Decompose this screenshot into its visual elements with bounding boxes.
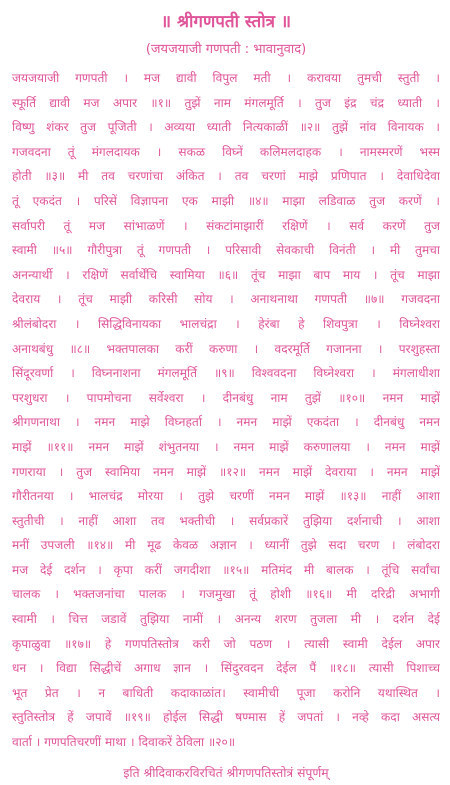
verse-line: विष्णु शंकर तुज पूजिती । अव्यया ध्याती नित्यकाळीं ॥२॥ तुझें नांव विनायक । bbox=[12, 120, 440, 135]
verse-line: देवराय । तूंच माझी करिसी सोय । अनाथनाथा गणपती ॥७॥ गजवदना bbox=[12, 292, 440, 307]
verse-line: तूं एकदंत । परिसें विज्ञापना एक माझी ॥४॥ माझा लडिवाळ तुज करणें । bbox=[12, 193, 440, 208]
verse-line: चालक । भक्तजनांचा पालक । गजमुखा तूं होशी ॥१६॥ मी दरिद्री अभागी bbox=[12, 587, 440, 602]
verse-line: जयजयाजी गणपती । मज द्यावी विपुल मती । करावया तुमची स्तुती । bbox=[12, 71, 440, 85]
verse-line: स्वामी । चित्त जडावें तुझिया नामीं । अनन्य शरण तुजला मी । दर्शन देई bbox=[12, 612, 440, 627]
verse-line: धन । विद्या सिद्धीचें अगाध ज्ञान । सिंदुरवदन देईल पैं ॥१८॥ त्यासी पिशाच्च bbox=[12, 661, 440, 676]
verse-line: स्वामी ॥५॥ गौरीपुत्रा तूं गणपती । परिसावी सेवकाची विनंती । मी तुमचा bbox=[12, 243, 440, 258]
verse-line: होती ॥३॥ मी तव चरणांचा अंकित । तव चरणां माझे प्रणिपात । देवाधिदेवा bbox=[12, 169, 440, 184]
verse-line: माझें ॥११॥ नमन माझें शंभुतनया । नमन माझें करुणालया । नमन माझें bbox=[12, 439, 440, 454]
verse-line: परशुधरा । पापमोचना सर्वेश्वरा । दीनबंधु नाम तुझें ॥१०॥ नमन माझें bbox=[12, 390, 440, 405]
verse-line: सर्वापरी तूं मज सांभाळणें । संकटांमाझारीं रक्षिणें । सर्व करणें तुज bbox=[12, 218, 440, 233]
verse-line: श्रीगणनाथा । नमन माझे विघ्नहर्ता । नमन माझें एकदंता । दीनबंधु नमन bbox=[12, 415, 440, 430]
verse-line: स्तुतीची । नाहीं आशा तव भक्तीची । सर्वप्रकारें तुझिया दर्शनाची । आशा bbox=[12, 513, 440, 528]
verse-line: स्फूर्ति द्यावी मज अपार ॥१॥ तुझें नाम मंगलमूर्ति । तुज इंद्र चंद्र ध्याती । bbox=[12, 95, 440, 110]
verse-line: गणराया । तुज स्वामिया नमन माझें ॥१२॥ नमन माझें देवराया । नमन माझें bbox=[12, 464, 440, 479]
verse-line: भूत प्रेत । न बाधिती कदाकाळांत। स्वामीची पूजा करोनि यथास्थित । bbox=[12, 685, 440, 700]
colophon: इति श्रीदिवाकरविरचितं श्रीगणपतिस्तोत्रं संपूर्णम् bbox=[123, 765, 329, 780]
verse-line: स्तुतिस्तोत्र हें जपावें ॥१९॥ होईल सिद्धी षण्मास हें जपतां । नव्हे कदा असत्य bbox=[12, 710, 440, 725]
verse-line: गजवदना तूं मंगलदायक । सकळ विघ्नें कलिमलदाहक । नामस्मरणें भस्म bbox=[12, 144, 440, 159]
verse-line: अनाथबंधु ॥८॥ भक्तपालका करीं करुणा । वदरमूर्ति गजानना । परशुहस्ता bbox=[12, 341, 440, 356]
page-title: ॥ श्रीगणपती स्तोत्र ॥ bbox=[160, 12, 292, 32]
verse-line: वार्ता । गणपतिचरणीं माथा । दिवाकरें ठेविला ॥२०॥ bbox=[12, 735, 236, 750]
verse-line: अनन्यार्थी । रक्षिणें सर्वार्थेंचि स्वामिया ॥६॥ तूंच माझा बाप माय । तूंच माझा bbox=[12, 267, 440, 282]
verse-line: कृपाळुवा ॥१७॥ हे गणपतिस्तोत्र करी जो पठण । त्यासी स्वामी देईल अपार bbox=[12, 636, 440, 651]
verse-line: सिंदूरवर्णा । विघ्ननाशना मंगलमूर्ति ॥९॥ विश्ववदना विघ्नेश्वरा । मंगलाधीशा bbox=[12, 366, 440, 381]
verse-line: गौरीतनया । भालचंद्र मोरया । तुझे चरणीं नमन माझें ॥१३॥ नाहीं आशा bbox=[12, 489, 440, 504]
verse-line: मनीं उपजली ॥१४॥ मी मूढ केवळ अज्ञान । ध्यानीं तुझे सदा चरण । लंबोदरा bbox=[12, 538, 440, 553]
verse-line: श्रीलंबोदरा । सिद्धिविनायका भालचंद्रा । हेरंबा हे शिवपुत्रा । विघ्नेश्वरा bbox=[12, 316, 440, 331]
page-subtitle: (जयजयाजी गणपती : भावानुवाद) bbox=[145, 42, 307, 57]
verse-body bbox=[12, 66, 440, 755]
verse-line: मज देई दर्शन । कृपा करीं जगदीशा ॥१५॥ मतिमंद मी बालक । तूंचि सर्वांचा bbox=[12, 562, 440, 577]
